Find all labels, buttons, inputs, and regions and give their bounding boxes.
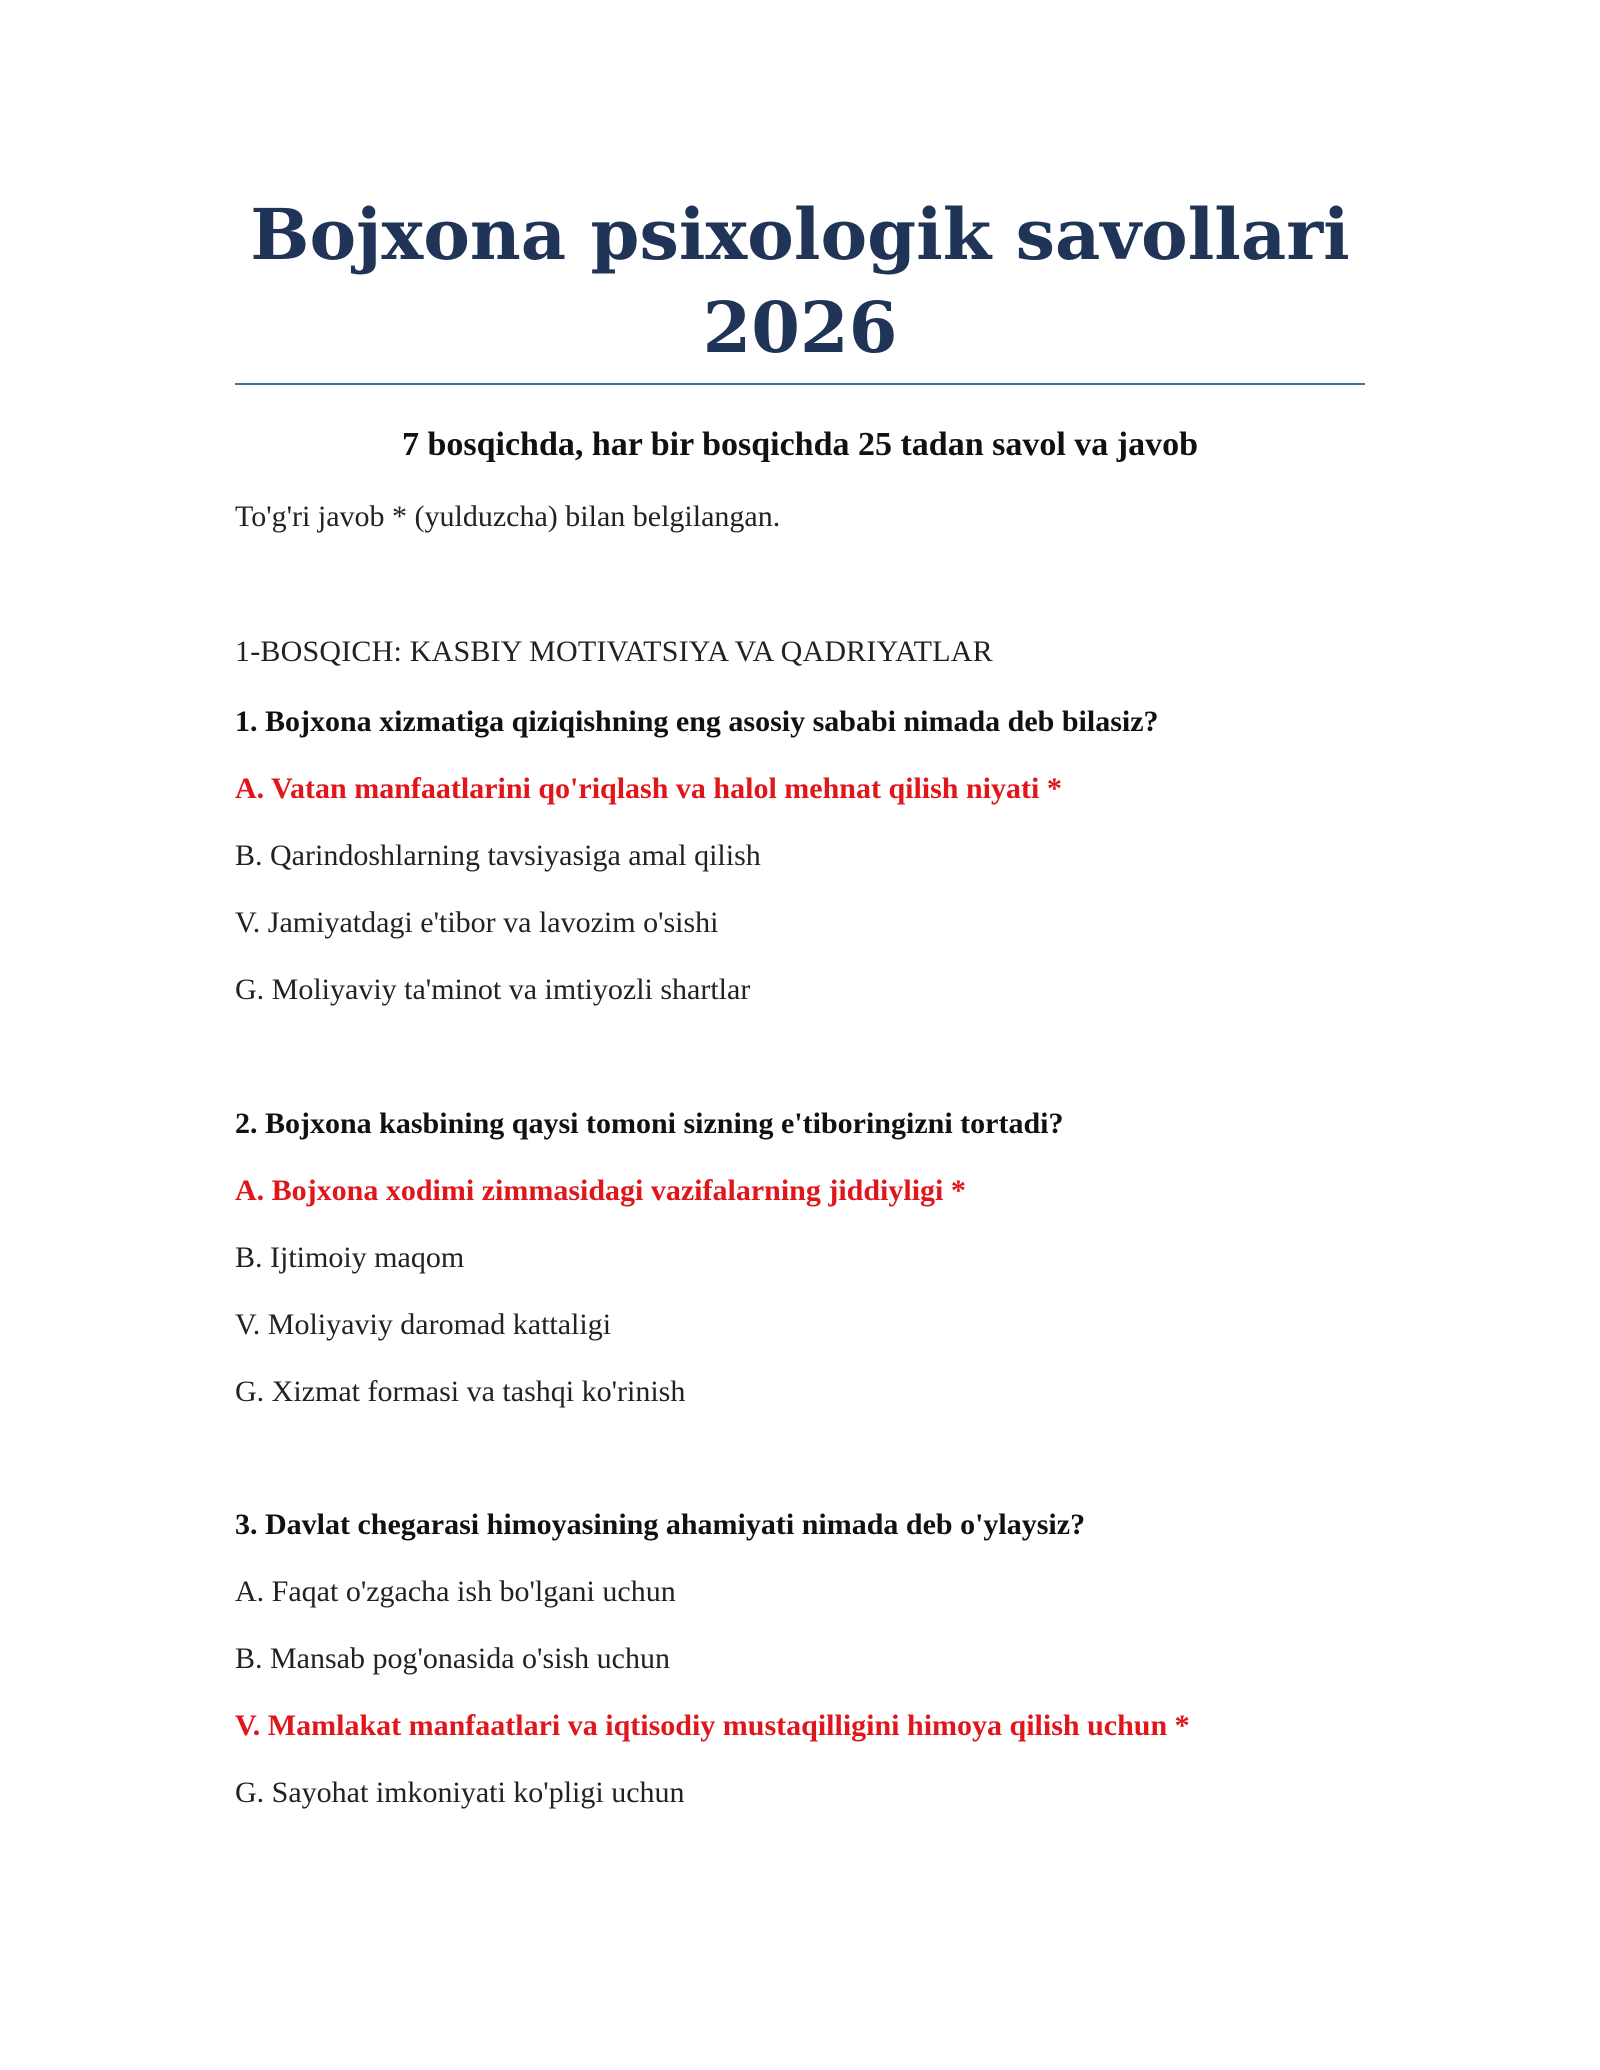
option-g: G. Xizmat formasi va tashqi ko'rinish (235, 1375, 686, 1408)
question-1 (235, 700, 1365, 1035)
title-divider (235, 383, 1365, 385)
title-line-2: 2026 (702, 286, 898, 369)
option-a-correct: A. Bojxona xodimi zimmasidagi vazifalarning jiddiyligi * (235, 1174, 966, 1207)
option-b: B. Mansab pog'onasida o'sish uchun (235, 1642, 670, 1675)
question-3 (235, 1503, 1365, 1838)
option-g: G. Moliyaviy ta'minot va imtiyozli shartlar (235, 973, 751, 1006)
question-2 (235, 1102, 1365, 1437)
option-b: B. Ijtimoiy maqom (235, 1241, 465, 1274)
document-subtitle: 7 bosqichda, har bir bosqichda 25 tadan savol va javob (401, 426, 1199, 463)
question-text: 3. Davlat chegarasi himoyasining ahamiyati nimada deb o'ylaysiz? (235, 1508, 1086, 1541)
option-v: V. Moliyaviy daromad kattaligi (235, 1308, 612, 1341)
option-a-correct: A. Vatan manfaatlarini qo'riqlash va halol mehnat qilish niyati * (235, 772, 1062, 805)
question-text: 1. Bojxona xizmatiga qiziqishning eng asosiy sababi nimada deb bilasiz? (235, 705, 1159, 738)
option-v: V. Jamiyatdagi e'tibor va lavozim o'sishi (235, 906, 719, 939)
option-a: A. Faqat o'zgacha ish bo'lgani uchun (235, 1575, 676, 1608)
section-heading: 1-BOSQICH: KASBIY MOTIVATSIYA VA QADRIYATLAR (235, 635, 993, 668)
document-title (235, 188, 1365, 374)
intro-note: To'g'ri javob * (yulduzcha) bilan belgilangan. (235, 500, 781, 533)
option-g: G. Sayohat imkoniyati ko'pligi uchun (235, 1776, 685, 1809)
option-b: B. Qarindoshlarning tavsiyasiga amal qilish (235, 839, 761, 872)
option-v-correct: V. Mamlakat manfaatlari va iqtisodiy mustaqilligini himoya qilish uchun * (235, 1709, 1190, 1742)
question-text: 2. Bojxona kasbining qaysi tomoni sizning e'tiboringizni tortadi? (235, 1107, 1064, 1140)
title-line-1: Bojxona psixologik savollari (250, 193, 1350, 276)
